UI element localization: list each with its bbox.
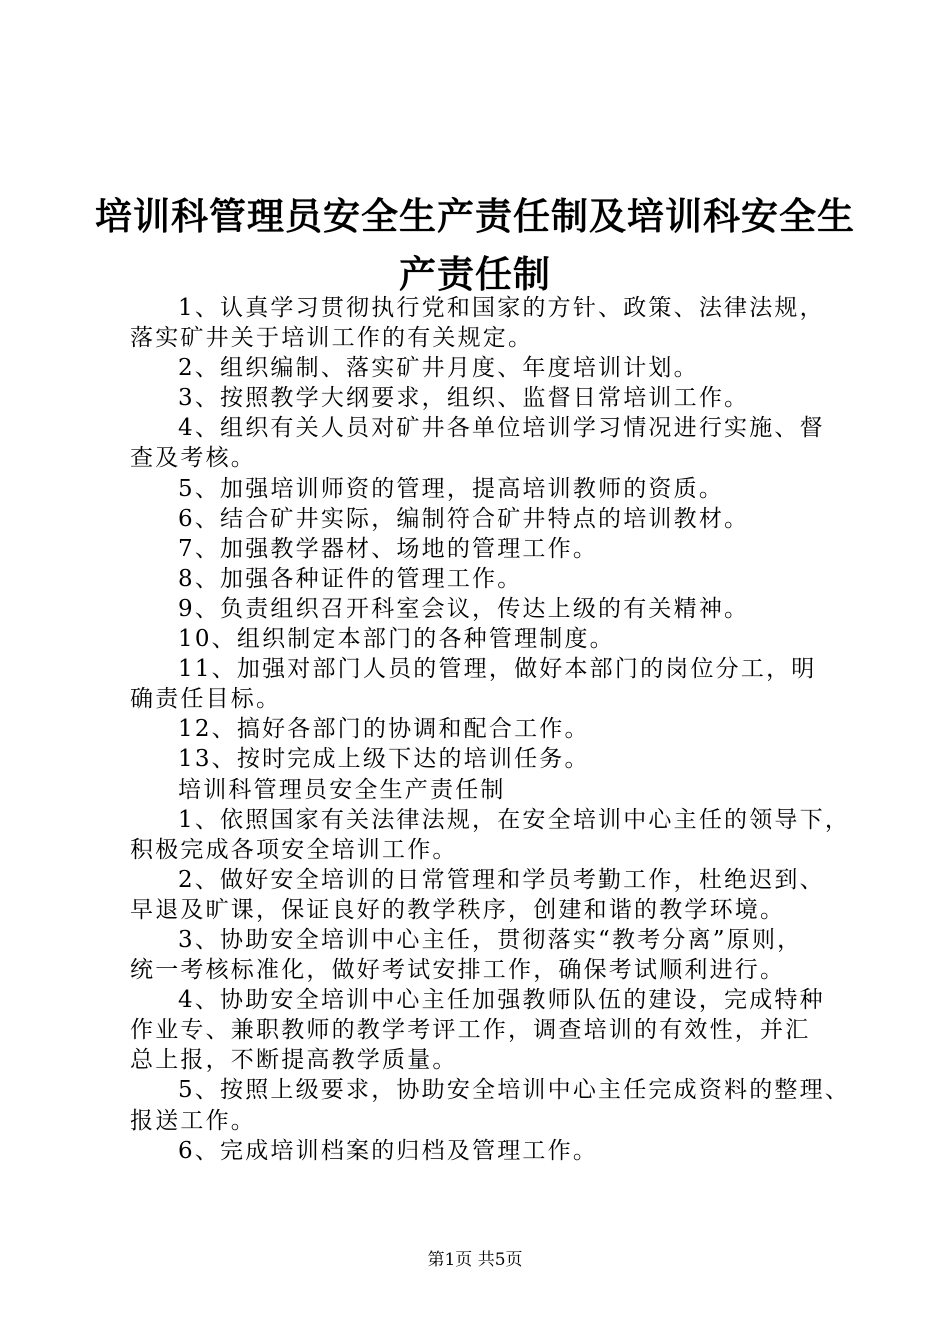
document-title-line-1: 培训科管理员安全生产责任制及培训科安全生 <box>95 194 855 238</box>
paragraph: 2、组织编制、落实矿井月度、年度培训计划。 <box>178 355 699 382</box>
document-title-line-2: 产责任制 <box>399 252 551 296</box>
document-body <box>130 293 851 1166</box>
paragraph: 2、做好安全培训的日常管理和学员考勤工作，杜绝迟到、 早退及旷课，保证良好的教学秩序，创建和谐的教学环境。 <box>130 866 825 923</box>
paragraph: 1、依照国家有关法律法规，在安全培训中心主任的领导下， 积极完成各项安全培训工作。 <box>130 806 851 863</box>
paragraph: 8、加强各种证件的管理工作。 <box>178 565 523 592</box>
paragraph: 5、按照上级要求，协助安全培训中心主任完成资料的整理、 报送工作。 <box>130 1077 851 1134</box>
paragraph: 4、协助安全培训中心主任加强教师队伍的建设，完成特种 作业专、兼职教师的教学考评工作，调查培训的有效性，并汇 总上报，不断提高教学质量。 <box>130 987 825 1074</box>
paragraph: 6、结合矿井实际，编制符合矿井特点的培训教材。 <box>178 505 750 532</box>
page-footer: 第1页 共5页 <box>427 1250 523 1270</box>
paragraph: 1、认真学习贯彻执行党和国家的方针、政策、法律法规， 落实矿井关于培训工作的有关规定。 <box>130 295 825 352</box>
paragraph: 3、协助安全培训中心主任，贯彻落实“教考分离”原则， 统一考核标准化，做好考试安排工作，确保考试顺利进行。 <box>130 926 803 984</box>
paragraph: 7、加强教学器材、场地的管理工作。 <box>178 535 599 562</box>
paragraph: 10、组织制定本部门的各种管理制度。 <box>178 626 615 653</box>
section-heading: 培训科管理员安全生产责任制 <box>178 776 506 803</box>
paragraph: 3、按照教学大纲要求，组织、监督日常培训工作。 <box>178 385 750 412</box>
paragraph: 6、完成培训档案的归档及管理工作。 <box>178 1137 599 1164</box>
paragraph: 9、负责组织召开科室会议，传达上级的有关精神。 <box>178 595 750 622</box>
paragraph: 5、加强培训师资的管理，提高培训教师的资质。 <box>178 475 725 502</box>
paragraph: 4、组织有关人员对矿井各单位培训学习情况进行实施、督 查及考核。 <box>130 415 825 472</box>
paragraph: 11、加强对部门人员的管理，做好本部门的岗位分工，明 确责任目标。 <box>130 656 817 713</box>
paragraph: 12、搞好各部门的协调和配合工作。 <box>178 716 590 743</box>
paragraph: 13、按时完成上级下达的培训任务。 <box>178 746 590 773</box>
